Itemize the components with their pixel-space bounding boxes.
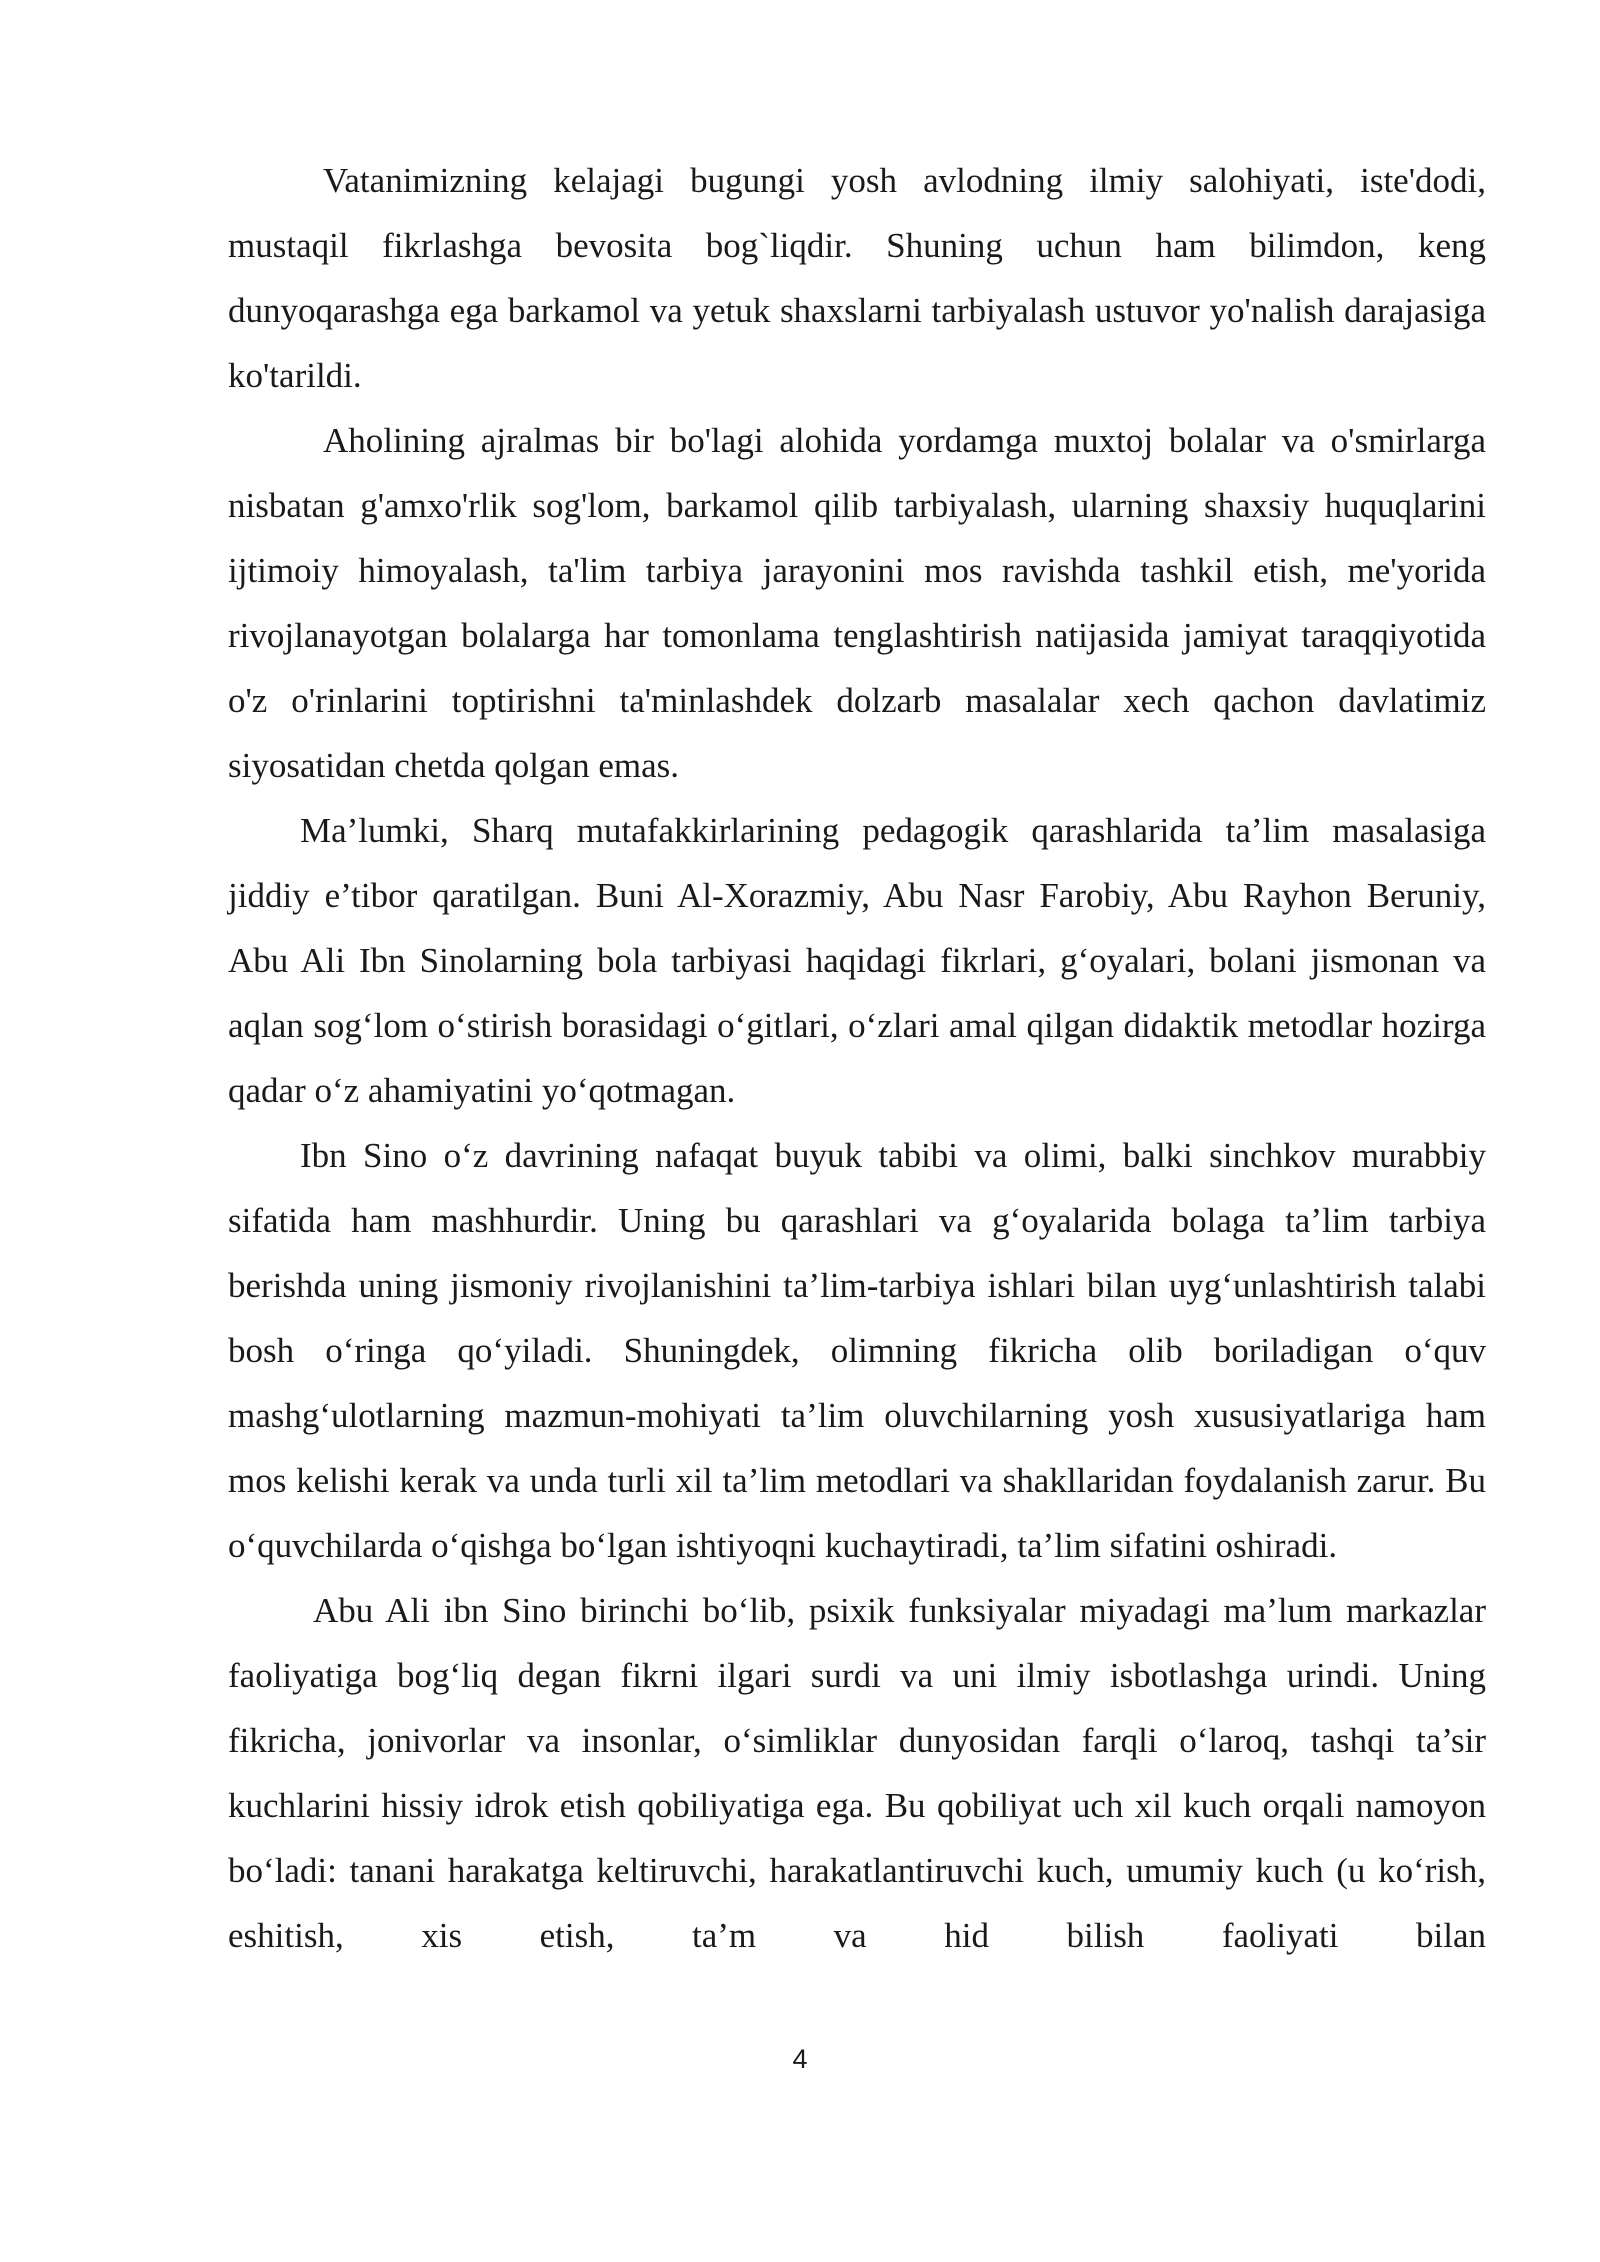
paragraph-4: Ibn Sino o‘z davrining nafaqat buyuk tabibi va olimi, balki sinchkov murabbiy sifatida ham mashhurdir. Uning bu qarashlari va g‘oyalarida bolaga ta’lim tarbiya berishda uning jismoniy rivojlanishini ta’lim-tarbiya ishlari bilan uyg‘unlashtirish talabi bosh o‘ringa qo‘yiladi. Shuningdek, olimning fikricha olib boriladigan o‘quv mashg‘ulotlarning mazmun-mohiyati ta’lim oluvchilarning yosh xususiyatlariga ham mos kelishi kerak va unda turli xil ta’lim metodlari va shakllaridan foydalanish zarur. Bu o‘quvchilarda o‘qishga bo‘lgan ishtiyoqni kuchaytiradi, ta’lim sifatini oshiradi.: [228, 1136, 1486, 1565]
paragraph-5: Abu Ali ibn Sino birinchi bo‘lib, psixik funksiyalar miyadagi ma’lum markazlar faoliyatiga bog‘liq degan fikrni ilgari surdi va uni ilmiy isbotlashga urindi. Uning fikricha, jonivorlar va insonlar, o‘simliklar dunyosidan farqli o‘laroq, tashqi ta’sir kuchlarini hissiy idrok etish qobiliyatiga ega. Bu qobiliyat uch xil kuch orqali namoyon bo‘ladi: tanani harakatga keltiruvchi, harakatlantiruvchi kuch, umumiy kuch (u ko‘rish, eshitish, xis etish, ta’m va hid bilish faoliyati bilan: [228, 1591, 1486, 1955]
paragraph-1: Vatanimizning kelajagi bugungi yosh avlodning ilmiy salohiyati, iste'dodi, mustaqil fikrlashga bevosita bog`liqdir. Shuning uchun ham bilimdon, keng dunyoqarashga ega barkamol va yetuk shaxslarni tarbiyalash ustuvor yo'nalish darajasiga ko'tarildi.: [228, 161, 1486, 395]
paragraph-3: Ma’lumki, Sharq mutafakkirlarining pedagogik qarashlarida ta’lim masalasiga jiddiy e’tibor qaratilgan. Buni Al-Xorazmiy, Abu Nasr Farobiy, Abu Rayhon Beruniy, Abu Ali Ibn Sinolarning bola tarbiyasi haqidagi fikrlari, g‘oyalari, bolani jismonan va aqlan sog‘lom o‘stirish borasidagi o‘gitlari, o‘zlari amal qilgan didaktik metodlar hozirga qadar o‘z ahamiyatini yo‘qotmagan.: [228, 811, 1486, 1110]
document-body: [228, 148, 1486, 1968]
page-number: 4: [792, 2044, 808, 2074]
paragraph-2: Aholining ajralmas bir bo'lagi alohida yordamga muxtoj bolalar va o'smirlarga nisbatan g'amxo'rlik sog'lom, barkamol qilib tarbiyalash, ularning shaxsiy huquqlarini ijtimoiy himoyalash, ta'lim tarbiya jarayonini mos ravishda tashkil etish, me'yorida rivojlanayotgan bolalarga har tomonlama tenglashtirish natijasida jamiyat taraqqiyotida o'z o'rinlarini toptirishni ta'minlashdek dolzarb masalalar xech qachon davlatimiz siyosatidan chetda qolgan emas.: [228, 421, 1486, 785]
